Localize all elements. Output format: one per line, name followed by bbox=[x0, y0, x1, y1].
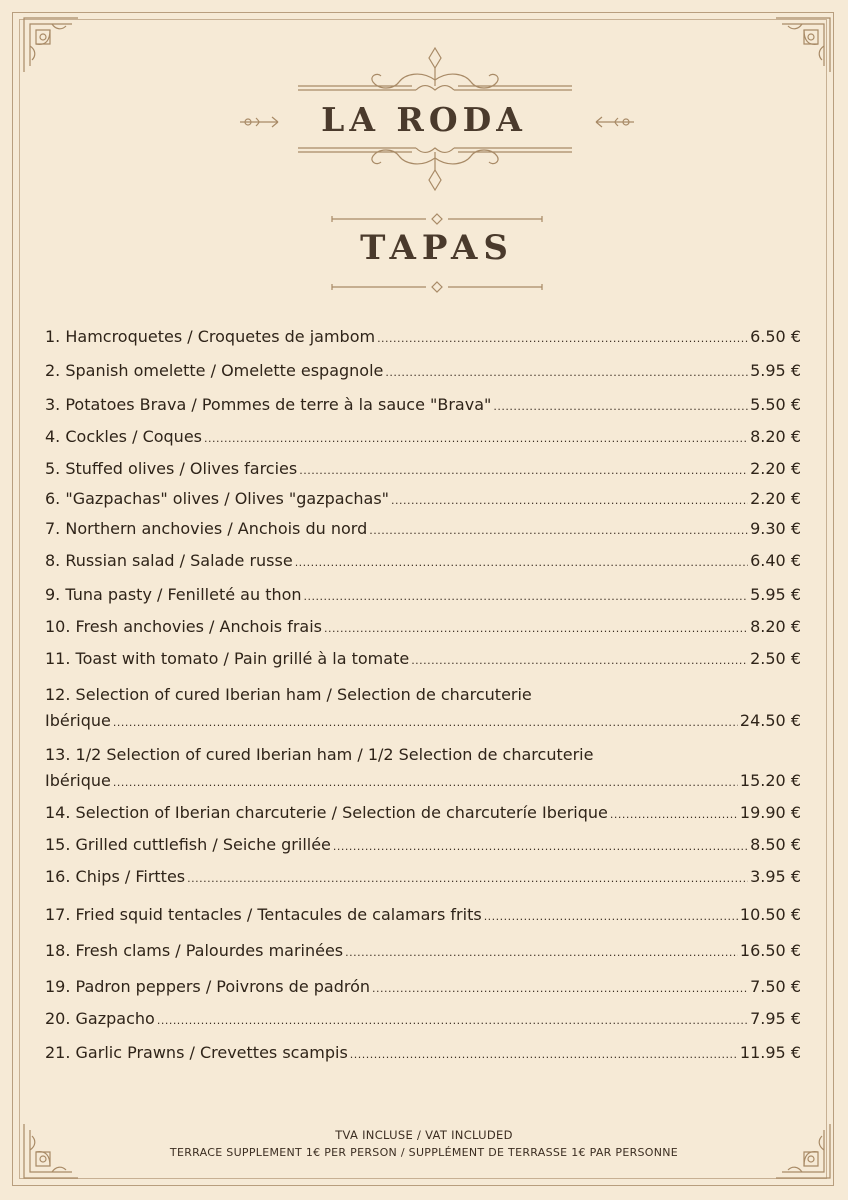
item-price: 6.40 € bbox=[750, 551, 801, 570]
item-name: 4. Cockles / Coques bbox=[45, 427, 202, 446]
item-name: 3. Potatoes Brava / Pommes de terre à la sauce "Brava" bbox=[45, 395, 492, 414]
item-price: 8.20 € bbox=[750, 427, 801, 446]
item-price: 9.30 € bbox=[750, 519, 801, 538]
item-leader-dots bbox=[385, 360, 748, 386]
item-leader-dots bbox=[391, 488, 748, 514]
corner-ornament-top-left bbox=[22, 16, 80, 74]
item-leader-dots bbox=[333, 834, 748, 860]
menu-item bbox=[45, 548, 801, 576]
menu-item bbox=[45, 646, 801, 674]
menu-item bbox=[45, 1006, 801, 1034]
item-price: 6.50 € bbox=[750, 327, 801, 346]
menu-item bbox=[45, 486, 801, 514]
title-ornament-bottom bbox=[294, 144, 576, 194]
item-leader-dots bbox=[411, 648, 748, 674]
menu-item bbox=[45, 864, 801, 892]
menu-item bbox=[45, 358, 801, 386]
item-leader-dots bbox=[377, 326, 748, 352]
title-ornament-top bbox=[294, 44, 576, 96]
item-leader-dots bbox=[204, 426, 748, 452]
section-divider-top bbox=[330, 212, 544, 226]
item-name: 14. Selection of Iberian charcuterie / Selection de charcuteríe Iberique bbox=[45, 803, 608, 822]
section-divider-bottom bbox=[330, 280, 544, 294]
item-price: 11.95 € bbox=[739, 1043, 801, 1062]
item-price: 19.90 € bbox=[739, 803, 801, 822]
item-price: 2.20 € bbox=[750, 489, 801, 508]
menu-item bbox=[45, 614, 801, 642]
menu-item bbox=[45, 582, 801, 610]
item-name: 1. Hamcroquetes / Croquetes de jambom bbox=[45, 327, 376, 346]
item-price: 16.50 € bbox=[739, 941, 801, 960]
item-leader-dots bbox=[369, 518, 748, 544]
item-name: 8. Russian salad / Salade russe bbox=[45, 551, 293, 570]
menu-item bbox=[45, 324, 801, 352]
item-leader-dots bbox=[345, 940, 738, 966]
item-leader-dots bbox=[187, 866, 748, 892]
menu-item bbox=[45, 902, 801, 930]
menu-item bbox=[45, 456, 801, 484]
footer-vat-note: TVA INCLUSE / VAT INCLUDED bbox=[335, 1128, 513, 1142]
menu-item bbox=[45, 742, 801, 796]
restaurant-name: LA RODA bbox=[321, 100, 527, 139]
menu-item bbox=[45, 938, 801, 966]
menu-item bbox=[45, 974, 801, 1002]
item-price: 7.50 € bbox=[750, 977, 801, 996]
item-price: 10.50 € bbox=[739, 905, 801, 924]
menu-item bbox=[45, 424, 801, 452]
section-title: TAPAS bbox=[360, 228, 514, 268]
menu-item bbox=[45, 1040, 801, 1068]
item-name: 20. Gazpacho bbox=[45, 1009, 155, 1028]
item-name: 18. Fresh clams / Palourdes marinées bbox=[45, 941, 344, 960]
item-price: 15.20 € bbox=[739, 771, 801, 790]
item-price: 2.50 € bbox=[750, 649, 801, 668]
item-leader-dots bbox=[324, 616, 748, 642]
item-leader-dots bbox=[610, 802, 738, 828]
item-name: 19. Padron peppers / Poivrons de padrón bbox=[45, 977, 371, 996]
item-name: 16. Chips / Firttes bbox=[45, 867, 186, 886]
menu-item bbox=[45, 682, 801, 736]
item-name: 21. Garlic Prawns / Crevettes scampis bbox=[45, 1043, 348, 1062]
item-leader-dots bbox=[113, 710, 738, 736]
item-leader-dots bbox=[372, 976, 748, 1002]
item-leader-dots bbox=[299, 458, 748, 484]
menu-item bbox=[45, 392, 801, 420]
item-price: 5.50 € bbox=[750, 395, 801, 414]
item-name-line1: 13. 1/2 Selection of cured Iberian ham / 1/2 Selection de charcuterie bbox=[45, 745, 594, 764]
item-price: 2.20 € bbox=[750, 459, 801, 478]
item-price: 8.50 € bbox=[750, 835, 801, 854]
item-name: Ibérique bbox=[45, 711, 111, 730]
item-leader-dots bbox=[157, 1008, 748, 1034]
item-name: 11. Toast with tomato / Pain grillé à la tomate bbox=[45, 649, 410, 668]
item-leader-dots bbox=[304, 584, 749, 610]
item-price: 7.95 € bbox=[750, 1009, 801, 1028]
item-price: 8.20 € bbox=[750, 617, 801, 636]
item-name: 9. Tuna pasty / Fenilleté au thon bbox=[45, 585, 302, 604]
item-name: 10. Fresh anchovies / Anchois frais bbox=[45, 617, 323, 636]
item-leader-dots bbox=[493, 394, 748, 420]
item-price: 24.50 € bbox=[739, 711, 801, 730]
item-name: 17. Fried squid tentacles / Tentacules de calamars frits bbox=[45, 905, 482, 924]
item-name: 15. Grilled cuttlefish / Seiche grillée bbox=[45, 835, 331, 854]
item-price: 5.95 € bbox=[750, 585, 801, 604]
item-price: 5.95 € bbox=[750, 361, 801, 380]
item-leader-dots bbox=[350, 1042, 738, 1068]
item-leader-dots bbox=[295, 550, 748, 576]
item-leader-dots bbox=[484, 904, 738, 930]
item-name: 5. Stuffed olives / Olives farcies bbox=[45, 459, 298, 478]
menu-item bbox=[45, 800, 801, 828]
menu-item bbox=[45, 516, 801, 544]
corner-ornament-top-right bbox=[774, 16, 832, 74]
item-name: Ibérique bbox=[45, 771, 111, 790]
item-leader-dots bbox=[113, 770, 738, 796]
item-name: 6. "Gazpachas" olives / Olives "gazpachas" bbox=[45, 489, 390, 508]
item-price: 3.95 € bbox=[750, 867, 801, 886]
footer-terrace-note: TERRACE SUPPLEMENT 1€ PER PERSON / SUPPLÉMENT DE TERRASSE 1€ PAR PERSONNE bbox=[169, 1146, 679, 1159]
item-name: 7. Northern anchovies / Anchois du nord bbox=[45, 519, 368, 538]
menu-item bbox=[45, 832, 801, 860]
item-name-line1: 12. Selection of cured Iberian ham / Selection de charcuterie bbox=[45, 685, 532, 704]
item-name: 2. Spanish omelette / Omelette espagnole bbox=[45, 361, 384, 380]
